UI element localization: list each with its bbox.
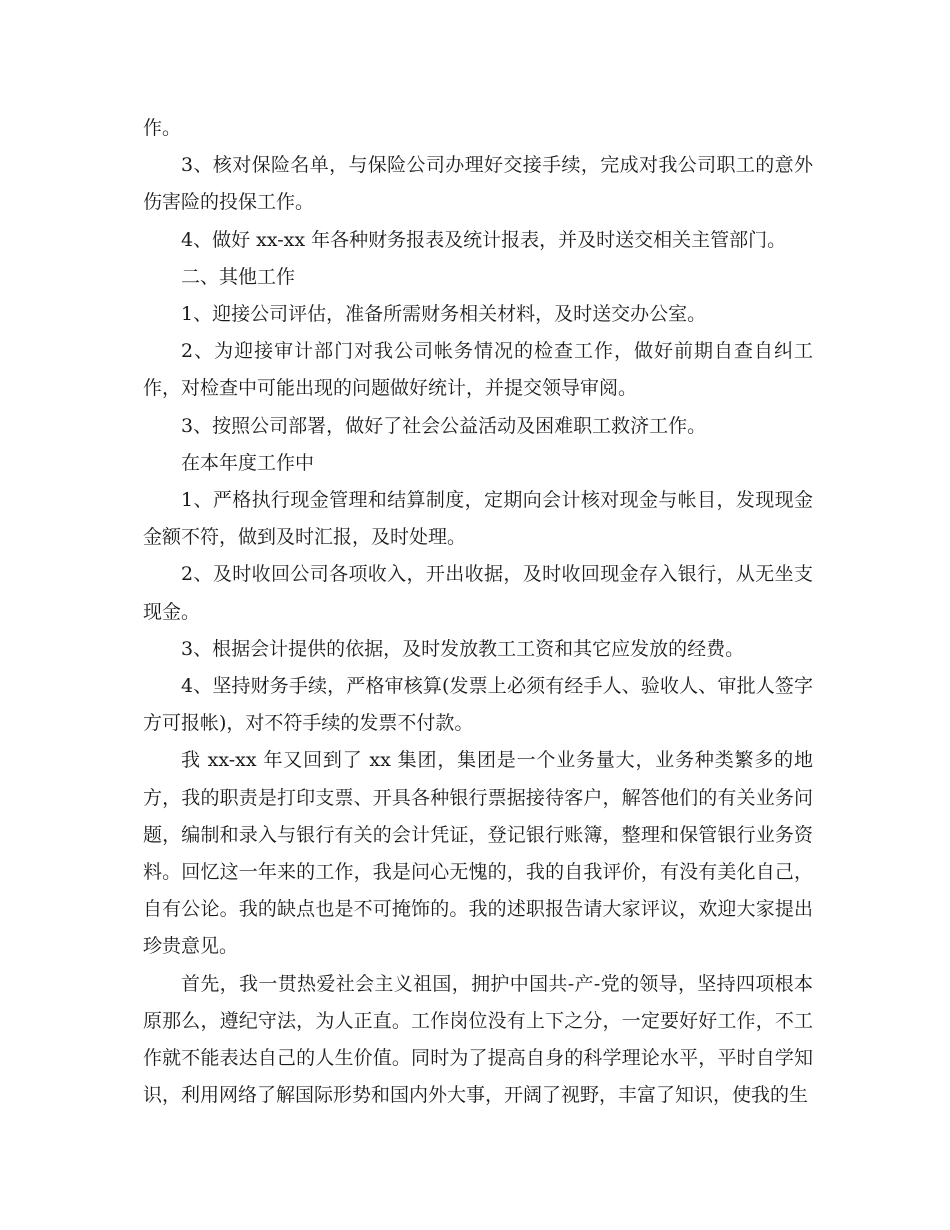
paragraph-item-welfare: 3、按照公司部署，做好了社会公益活动及困难职工救济工作。 (181, 414, 707, 437)
paragraph-item-income: 2、及时收回公司各项收入，开出收据，及时收回现金存入银行，从无坐支现金。 (143, 563, 813, 623)
document-page (143, 110, 813, 1114)
paragraph-item-procedures: 4、坚持财务手续，严格审核算(发票上必须有经手人、验收人、审批人签字方可报帐)，对不符手续的发票不付款。 (143, 675, 813, 735)
section-heading-other-work: 二、其他工作 (181, 265, 296, 288)
paragraph-item-reports: 4、做好 xx-xx 年各种财务报表及统计报表，并及时送交相关主管部门。 (181, 228, 787, 251)
paragraph-duties-review: 我 xx-xx 年又回到了 xx 集团，集团是一个业务量大，业务种类繁多的地方，我的职责是打印支票、开具各种银行票据接待客户，解答他们的有关业务问题，编制和录入与银行有关的会计凭证，登记银行账簿，整理和保管银行业务资料。回忆这一年来的工作，我是问心无愧的，我的自我评价，有没有美化自己，自有公论。我的缺点也是不可掩饰的。我的述职报告请大家评议，欢迎大家提出珍贵意见。 (143, 749, 813, 958)
paragraph-item-evaluation: 1、迎接公司评估，准备所需财务相关材料，及时送交办公室。 (181, 303, 707, 326)
paragraph-item-audit: 2、为迎接审计部门对我公司帐务情况的检查工作，做好前期自查自纠工作，对检查中可能出现的问题做好统计，并提交领导审阅。 (143, 340, 813, 400)
section-heading-annual-work: 在本年度工作中 (181, 451, 315, 474)
paragraph-continuation: 作。 (143, 117, 182, 139)
paragraph-item-insurance: 3、核对保险名单，与保险公司办理好交接手续，完成对我公司职工的意外伤害险的投保工作。 (143, 154, 813, 214)
paragraph-item-salary: 3、根据会计提供的依据，及时发放教工工资和其它应发放的经费。 (181, 637, 745, 660)
paragraph-first-principles: 首先，我一贯热爱社会主义祖国，拥护中国共-产-党的领导，坚持四项根本原那么，遵纪守法，为人正直。工作岗位没有上下之分，一定要好好工作，不工作就不能表达自己的人生价值。同时为了提高自身的科学理论水平，平时自学知识，利用网络了解国际形势和国内外大事，开阔了视野，丰富了知识，使我的生 (143, 972, 813, 1107)
paragraph-item-cash-management: 1、严格执行现金管理和结算制度，定期向会计核对现金与帐目，发现现金金额不符，做到及时汇报，及时处理。 (143, 489, 813, 549)
